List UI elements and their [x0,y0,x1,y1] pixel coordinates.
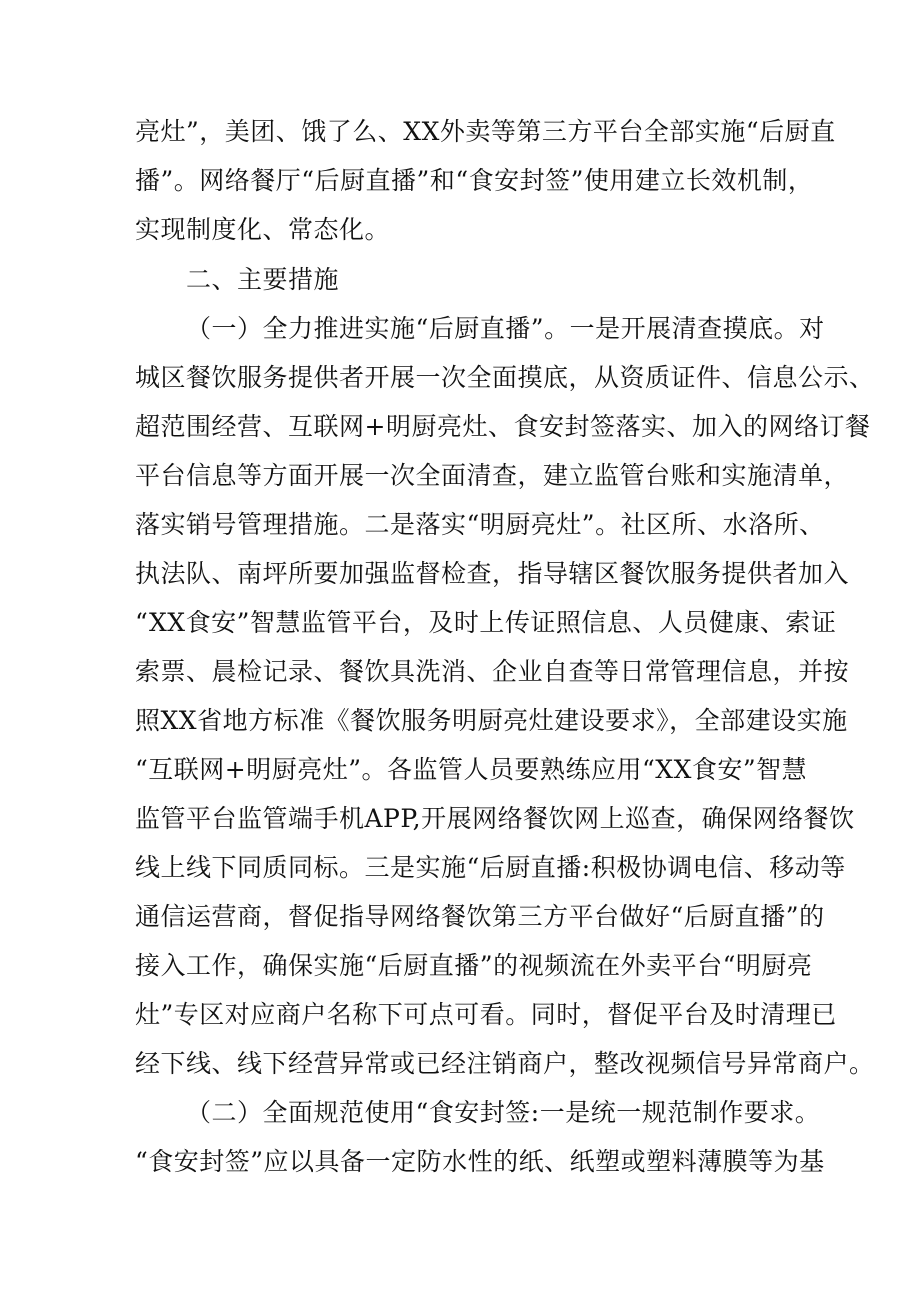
subsection-heading-line: （一）全力推进实施“后厨直播”。一是开展清查摸底。对 [186,314,825,343]
body-text-line: 亮灶”，美团、饿了么、XX外卖等第三方平台全部实施“后厨直 [135,117,836,146]
body-text-line: 实现制度化、常态化。 [135,215,391,244]
body-text-line: 线上线下同质同标。三是实施“后厨直播:积极协调电信、移动等 [135,853,846,882]
body-text-line: 落实销号管理措施。二是落实“明厨亮灶”。社区所、水洛所、 [135,510,825,539]
section-heading: 二、主要措施 [186,265,340,294]
body-text-line: 平台信息等方面开展一次全面清查，建立监管台账和实施清单， [135,461,850,490]
body-text-line: “互联网+明厨亮灶”。各监管人员要熟练应用“XX食安”智慧 [135,755,808,784]
body-text-line: “食安封签”应以具备一定防水性的纸、纸塑或塑料薄膜等为基 [135,1147,825,1176]
body-text-line: 经下线、线下经营异常或已经注销商户，整改视频信号异常商户。 [135,1049,875,1078]
body-text-line: 执法队、南坪所要加强监督检查，指导辖区餐饮服务提供者加入 [135,559,850,588]
body-text-line: 索票、晨检记录、餐饮具洗消、企业自查等日常管理信息，并按 [135,657,850,686]
body-text-line: 灶”专区对应商户名称下可点可看。同时，督促平台及时清理已 [135,1000,837,1029]
body-text-line: 照XX省地方标准《餐饮服务明厨亮灶建设要求》，全部建设实施 [135,706,848,735]
body-text-line: 城区餐饮服务提供者开展一次全面摸底，从资质证件、信息公示、 [135,363,875,392]
body-text-line: “XX食安”智慧监管平台，及时上传证照信息、人员健康、索证 [135,608,837,637]
body-text-line: 通信运营商，督促指导网络餐饮第三方平台做好“后厨直播”的 [135,902,825,931]
body-text-line: 监管平台监管端手机APP,开展网络餐饮网上巡查，确保网络餐饮 [135,804,855,833]
body-text-line: 播”。网络餐厅“后厨直播”和“食安封签”使用建立长效机制， [135,166,814,195]
subsection-heading-line: （二）全面规范使用“食安封签:一是统一规范制作要求。 [186,1098,821,1127]
body-text-line: 接入工作，确保实施“后厨直播”的视频流在外卖平台“明厨亮 [135,951,813,980]
body-text-line: 超范围经营、互联网+明厨亮灶、食安封签落实、加入的网络订餐 [135,412,871,441]
